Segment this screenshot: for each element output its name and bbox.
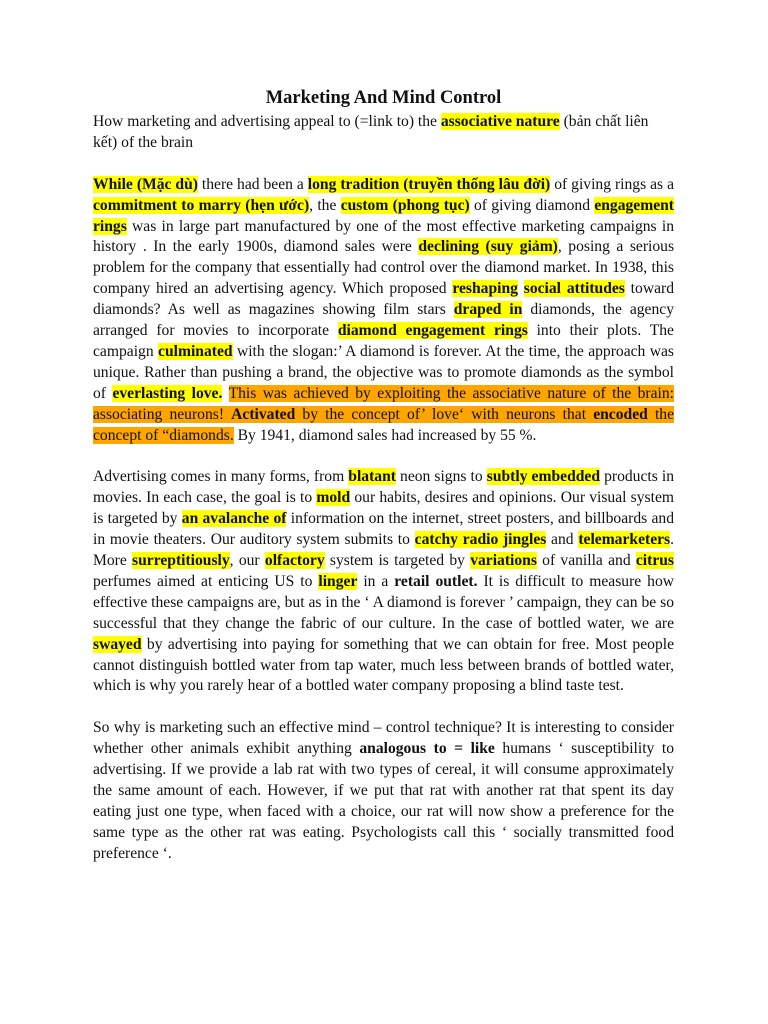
orange-highlight <box>648 406 655 423</box>
text-run: our habits, desires and opinions. Our visual system is targeted by <box>93 489 675 528</box>
text-run: neon signs to <box>395 468 487 486</box>
text-run <box>222 385 228 402</box>
highlight: subtly embedded <box>486 468 601 486</box>
text-run: of giving rings as a <box>550 175 674 193</box>
text-run: humans ‘ susceptibility to advertising. If we provide a lab rat with two types of cereal, it will consume approximately the same amount of each. However, if we put that rat with another rat that spent its day eating just one type, when faced with a choice, our rat will now show a preference for the same type as the other rat was eating. Psychologists call this ‘ socially transmitted food preference ‘. <box>93 740 675 862</box>
paragraph-mind-control <box>93 718 674 864</box>
text-run: (bản chất liên kết) of the brain <box>93 113 649 151</box>
text-run: and <box>546 531 579 549</box>
highlight: long tradition (truyền thống lâu đời) <box>307 175 551 193</box>
text-run: there had been a <box>197 175 308 193</box>
text-run: of giving diamond <box>469 196 595 214</box>
highlight: catchy radio jingles <box>414 531 547 549</box>
text-run: was in large part manufactured by one of the most effective marketing campaigns in history . In the early 1900s, diamond sales were <box>93 217 674 256</box>
highlight: an avalanche of <box>181 510 287 528</box>
highlight: draped in <box>453 301 523 319</box>
highlight: social attitudes <box>523 280 625 298</box>
highlight: engagement rings <box>93 196 674 235</box>
document-page <box>93 86 674 865</box>
subtitle-paragraph <box>93 112 674 154</box>
text-run: toward diamonds? As well as magazines showing film stars <box>93 280 674 319</box>
bold-text: retail outlet. <box>394 572 478 590</box>
text-run: products in movies. In each case, the goal is to <box>93 468 674 507</box>
highlight: telemarketers <box>578 531 671 549</box>
highlight: mold <box>316 489 351 507</box>
text-run: By 1941, diamond sales had increased by 55 %. <box>233 426 537 444</box>
text-run: . More <box>93 531 675 569</box>
text-run: information on the internet, street posters, and billboards and in movie theaters. Our auditory system submits to <box>93 510 674 549</box>
text-run: diamonds, the agency arranged for movies to incorporate <box>93 301 674 340</box>
highlight: reshaping <box>452 280 518 298</box>
highlight: linger <box>318 572 358 590</box>
highlight: culminated <box>158 342 233 360</box>
orange-highlight-bold: encoded <box>593 405 648 423</box>
text-run: How marketing and advertising appeal to (=link to) the <box>93 113 441 130</box>
highlight: blatant <box>348 468 396 486</box>
highlight: declining (suy giảm) <box>418 238 558 256</box>
highlight: surreptitiously <box>132 552 230 569</box>
text-run: It is difficult to measure how effective these campaigns are, but as in the ‘ A diamond is forever ’ campaign, they can be so successful that they change the fabric of our culture. In the case of bottled water, we are <box>93 572 675 632</box>
text-run: So why is marketing such an effective mind – control technique? It is interesting to consider whether other animals exhibit anything <box>93 719 674 758</box>
text-run: perfumes aimed at enticing US to <box>93 572 319 590</box>
orange-highlight: the concept of “diamonds. <box>93 405 674 444</box>
bold-text: analogous to = like <box>359 740 495 758</box>
highlight-associative-nature: associative nature <box>440 113 560 130</box>
orange-highlight: by the concept of’ love‘ with neurons that <box>295 405 594 423</box>
text-run: Advertising comes in many forms, from <box>93 468 349 486</box>
text-run: , posing a serious problem for the company that essentially had control over the diamond market. In 1938, this company hired an advertising agency. Which proposed <box>93 238 675 298</box>
highlight: commitment to marry (hẹn ước) <box>93 196 310 214</box>
text-run: , the <box>309 196 341 214</box>
paragraph-diamonds <box>93 175 674 447</box>
document-title: Marketing And Mind Control <box>265 88 502 108</box>
highlight: swayed <box>93 635 142 653</box>
text-run: of vanilla and <box>536 552 636 569</box>
paragraph-advertising <box>93 467 674 697</box>
highlight: diamond engagement rings <box>337 322 528 340</box>
text-run: , our <box>229 552 265 569</box>
highlight: While (Mặc dù) <box>93 175 198 193</box>
text-run <box>518 280 524 297</box>
highlight: variations <box>470 552 537 569</box>
highlight: everlasting love. <box>112 384 223 402</box>
text-run: into their plots. The campaign <box>93 322 674 360</box>
orange-highlight-bold: Activated <box>231 405 296 423</box>
highlight: citrus <box>635 552 674 569</box>
highlight: olfactory <box>264 552 325 569</box>
text-run: system is targeted by <box>324 552 471 569</box>
text-run: in a <box>357 572 395 590</box>
text-run: with the slogan:’ A diamond is forever. At the time, the approach was unique. Rather than pushing a brand, the objective was to promote diamonds as the symbol of <box>93 342 675 402</box>
orange-highlight: This was achieved by exploiting the associative nature of the brain: associating neurons! <box>93 384 675 423</box>
highlight: custom (phong tục) <box>340 196 470 214</box>
text-run: by advertising into paying for something that we can obtain for free. Most people cannot distinguish bottled water from tap water, much less between brands of bottled water, which is why you rarely hear of a bottled water company proposing a blind taste test. <box>93 635 674 695</box>
